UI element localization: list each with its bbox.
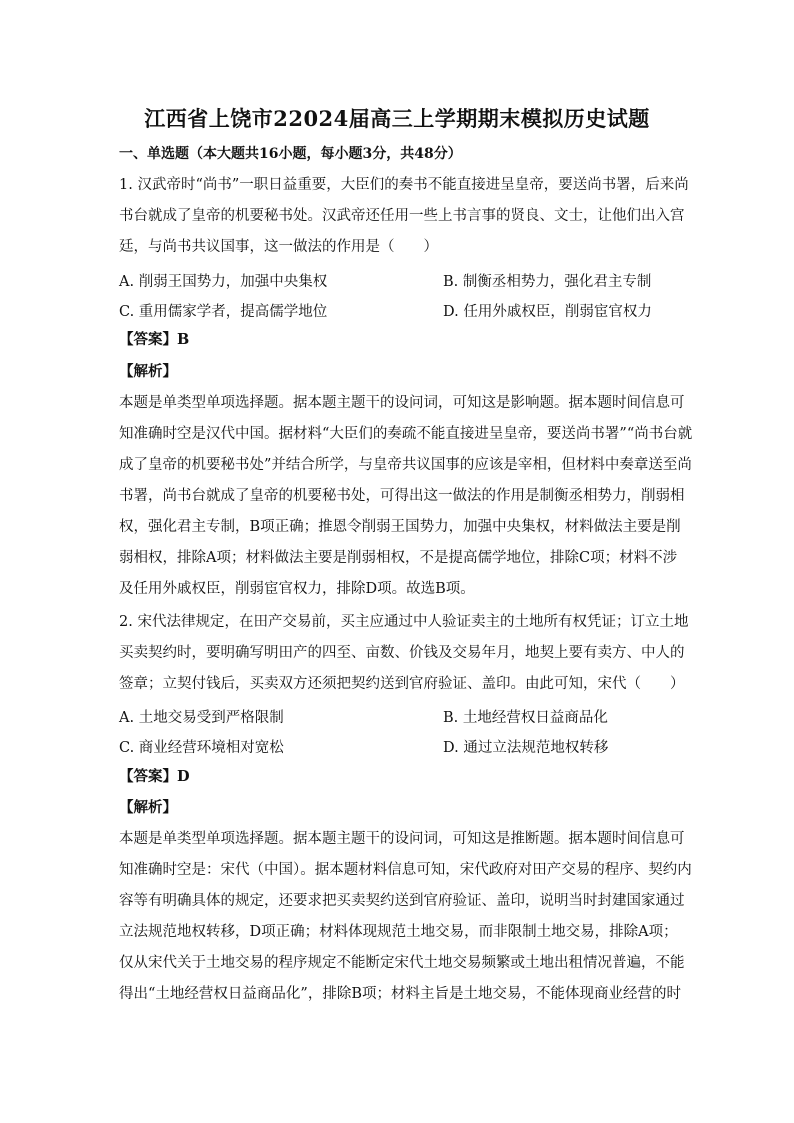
page-title: 江西省上饶市22024届高三上学期期末模拟历史试题 (144, 106, 650, 131)
answer-label: 【答案】D (119, 768, 190, 785)
option-b: B. 制衡丞相势力，强化君主专制 (443, 274, 652, 290)
option-a: A. 土地交易受到严格限制 (119, 710, 284, 726)
analysis-line: 立法规范地权转移，D项正确；材料体现规范土地交易，而非限制土地交易，排除A项； (119, 924, 678, 940)
option-d: D. 任用外戚权臣，削弱宦官权力 (443, 304, 652, 320)
analysis-line: 容等有明确具体的规定，还要求把买卖契约送到官府验证、盖印，说明当时封建国家通过 (119, 893, 685, 909)
analysis-line: 及任用外戚权臣，削弱宦官权力，排除D项。故选B项。 (119, 581, 475, 597)
option-b: B. 土地经营权日益商品化 (443, 710, 608, 726)
analysis-line: 知准确时空是：宋代（中国）。据本题材料信息可知，宋代政府对田产交易的程序、契约内 (119, 862, 692, 878)
option-d: D. 通过立法规范地权转移 (443, 740, 609, 756)
option-c: C. 商业经营环境相对宽松 (119, 740, 284, 756)
analysis-label: 【解析】 (119, 799, 177, 816)
analysis-line: 权，强化君主专制，B项正确；推恩令削弱王国势力，加强中央集权，材料做法主要是削 (119, 519, 681, 535)
question-stem-line: 2. 宋代法律规定，在田产交易前，买主应通过中人验证卖主的土地所有权凭证；订立土地 (119, 614, 689, 630)
analysis-label: 【解析】 (119, 363, 177, 380)
answer-label: 【答案】B (119, 331, 190, 348)
question-stem-line: 买卖契约时，要明确写明田产的四至、亩数、价钱及交易年月，地契上要有卖方、中人的 (119, 645, 685, 661)
analysis-line: 本题是单类型单项选择题。据本题主题干的设问词，可知这是推断题。据本题时间信息可 (119, 831, 685, 847)
option-a: A. 削弱王国势力，加强中央集权 (119, 274, 328, 290)
analysis-line: 仅从宋代关于土地交易的程序规定不能断定宋代土地交易频繁或土地出租情况普遍，不能 (119, 955, 685, 971)
analysis-line: 知准确时空是汉代中国。据材料“大臣们的奏疏不能直接进呈皇帝，要送尚书署”“尚书台就 (119, 426, 693, 442)
question-stem-line: 签章；立契付钱后，买卖双方还须把契约送到官府验证、盖印。由此可知，宋代（ ） (119, 676, 685, 692)
analysis-line: 本题是单类型单项选择题。据本题主题干的设问词，可知这是影响题。据本题时间信息可 (119, 395, 685, 411)
question-stem-line: 1. 汉武帝时“尚书”一职日益重要，大臣们的奏书不能直接进呈皇帝，要送尚书署，后来尚 (119, 177, 689, 193)
question-stem-line: 书台就成了皇帝的机要秘书处。汉武帝还任用一些上书言事的贤良、文士，让他们出入宫 (119, 208, 685, 224)
analysis-line: 得出“土地经营权日益商品化”，排除B项；材料主旨是土地交易，不能体现商业经营的时 (119, 986, 681, 1002)
analysis-line: 书署，尚书台就成了皇帝的机要秘书处，可得出这一做法的作用是制衡丞相势力，削弱相 (119, 488, 685, 504)
option-c: C. 重用儒家学者，提高儒学地位 (119, 304, 328, 320)
section-heading: 一、单选题（本大题共16小题，每小题3分，共48分） (119, 146, 462, 162)
analysis-line: 成了皇帝的机要秘书处”并结合所学，与皇帝共议国事的应该是宰相，但材料中奏章送至尚 (119, 457, 692, 473)
analysis-line: 弱相权，排除A项；材料做法主要是削弱相权，不是提高儒学地位，排除C项；材料不涉 (119, 550, 678, 566)
question-stem-line: 廷，与尚书共议国事，这一做法的作用是（ ） (119, 239, 438, 255)
